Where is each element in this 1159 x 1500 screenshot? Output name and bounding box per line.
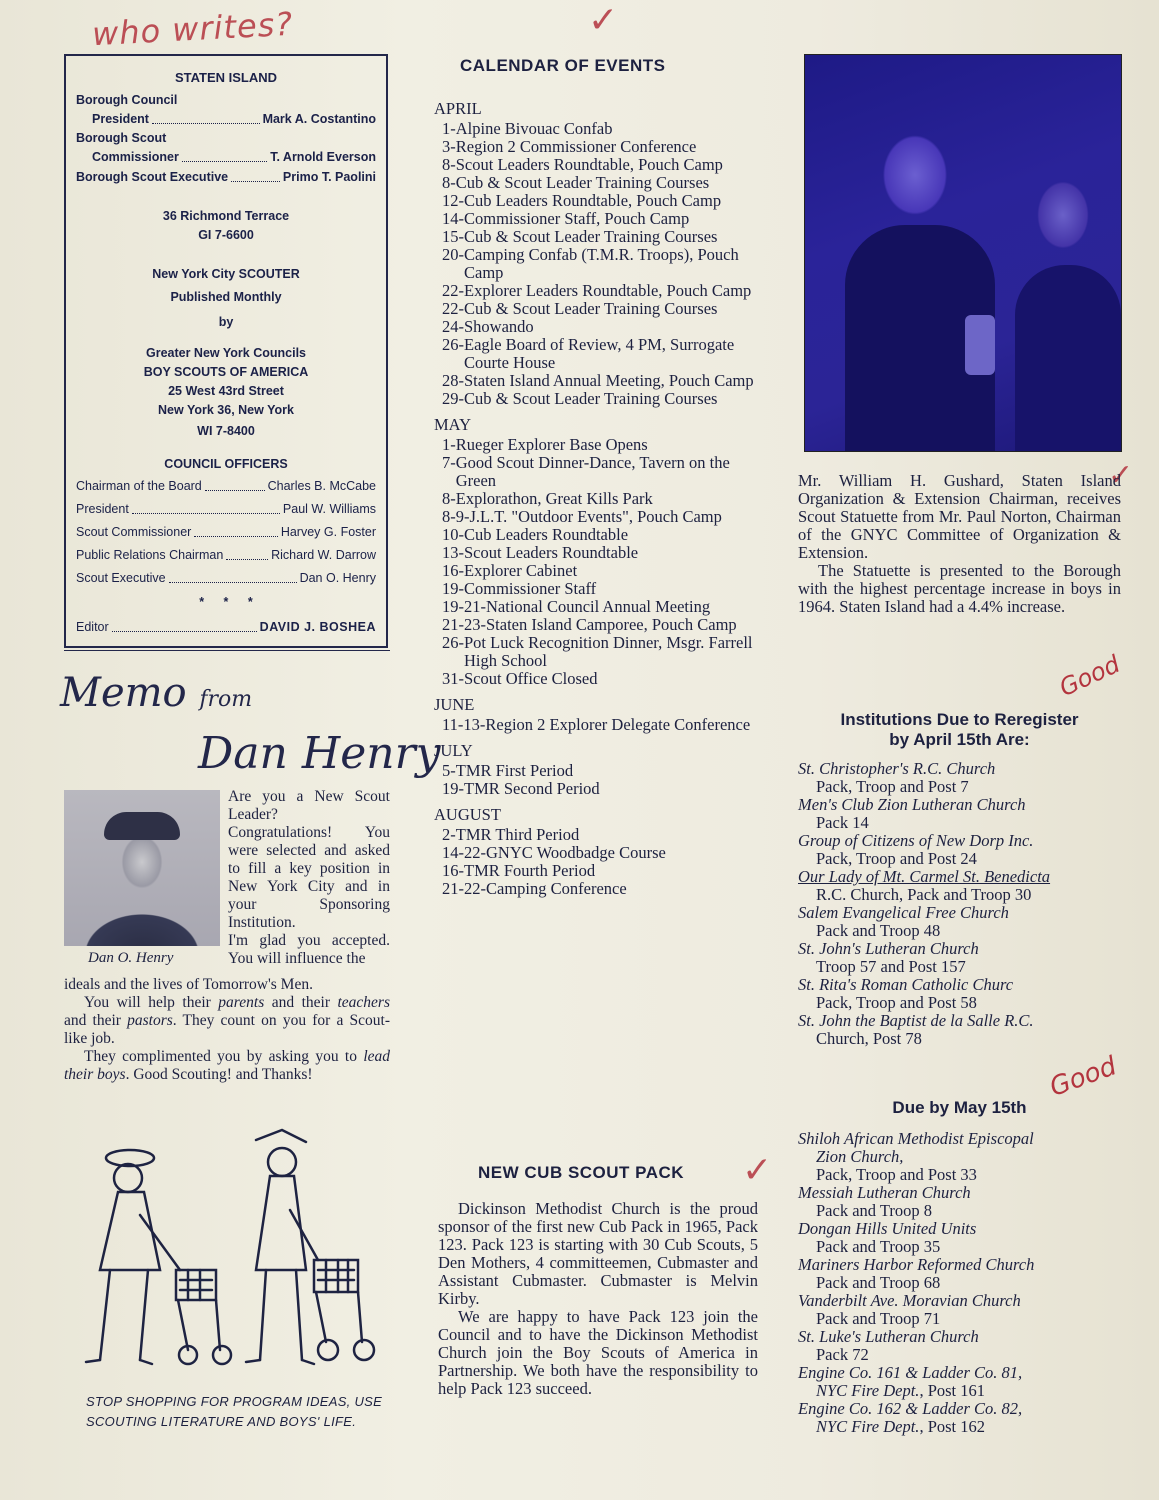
event-text: Region 2 Commissioner Conference: [455, 137, 697, 156]
due-institution-name: Vanderbilt Ave. Moravian Church: [798, 1291, 1021, 1310]
institution-units: Troop 57 and Post 157: [816, 957, 966, 976]
event-text: Alpine Bivouac Confab: [455, 119, 613, 138]
award-photo-caption: [798, 472, 1121, 616]
publication-name: New York City SCOUTER: [152, 267, 300, 281]
event-text: Commissioner Staff, Pouch Camp: [464, 209, 690, 228]
event-date: 8-: [442, 173, 456, 192]
calendar-event: [434, 246, 774, 282]
cub-pack-title: NEW CUB SCOUT PACK: [478, 1163, 685, 1182]
publisher-line: WI 7-8400: [197, 424, 255, 438]
officer-label: Chairman of the Board: [76, 478, 202, 493]
caption-paragraph: Mr. William H. Gushard, Staten Island Organization & Extension Chairman, receives Scout Statuette from Mr. Paul Norton, Chairman of the GNYC Committee of Organization & Extension.: [798, 471, 1121, 562]
publisher-line: BOY SCOUTS OF AMERICA: [143, 365, 309, 379]
from-word: from: [199, 687, 253, 712]
masthead-row: [66, 129, 386, 147]
event-text: Showando: [464, 317, 534, 336]
calendar-event: [434, 192, 774, 210]
event-date: 5-: [442, 761, 456, 780]
event-date: 12-: [442, 191, 464, 210]
due-post: , Post 161: [919, 1381, 985, 1400]
event-date: 21-23-: [442, 615, 486, 634]
memo-paragraph: Congratulations! You were selected and asked to fill a key position in New York City and in your Sponsoring Institution.: [228, 824, 390, 931]
event-date: 22-: [442, 281, 464, 300]
due-post: , Post 162: [919, 1417, 985, 1436]
memo-word: Memo: [60, 670, 187, 716]
event-text: GNYC Woodbadge Course: [486, 843, 666, 862]
event-text: Eagle Board of Review, 4 PM, Surrogate Courte House: [464, 335, 735, 372]
calendar-event: [434, 844, 774, 862]
event-date: 15-: [442, 227, 464, 246]
institution-name: St. John's Lutheran Church: [798, 939, 979, 958]
calendar-event: [434, 562, 774, 580]
event-date: 1-: [442, 435, 456, 454]
event-date: 28-: [442, 371, 464, 390]
editor-value: DAVID J. BOSHEA: [259, 619, 376, 634]
masthead-label: President: [92, 112, 149, 126]
institutions-title-line: by April 15th Are:: [889, 730, 1030, 749]
calendar-event: [434, 174, 774, 192]
event-text: Explorathon, Great Kills Park: [455, 489, 653, 508]
officer-row: [66, 543, 386, 566]
phone-line: GI 7-6600: [198, 228, 254, 242]
due-dept-name: NYC Fire Dept.: [816, 1381, 920, 1400]
event-text: TMR Fourth Period: [464, 861, 596, 880]
masthead-value: Primo T. Paolini: [282, 170, 376, 184]
due-institution-units: Pack, Troop and Post 33: [816, 1165, 977, 1184]
event-date: 1-: [442, 119, 456, 138]
calendar-event: [434, 544, 774, 562]
calendar-event: [434, 880, 774, 898]
caption-paragraph: The Statuette is presented to the Borough with the highest percentage increase in boys in 1964. Staten Island had a 4.4% increase.: [798, 561, 1121, 616]
memo-side-text: [228, 788, 390, 968]
event-text: TMR First Period: [455, 761, 574, 780]
due-institution-units: Pack and Troop 35: [816, 1237, 941, 1256]
event-date: 3-: [442, 137, 456, 156]
memo-paragraph: You will help their parents and their teachers and their pastors. They count on you for a Scout-like job.: [64, 994, 390, 1047]
calendar-event: [434, 436, 774, 454]
due-institution-units: Pack and Troop 8: [816, 1201, 932, 1220]
institution-units: Church, Post 78: [816, 1029, 922, 1048]
masthead-value: Mark A. Costantino: [262, 112, 376, 126]
event-text: Cub & Scout Leader Training Courses: [464, 299, 718, 318]
memo-author-heading: Dan Henry: [198, 728, 441, 779]
due-institution-units: [798, 1418, 1128, 1436]
calendar-event: [434, 716, 774, 734]
event-date: 20-: [442, 245, 464, 264]
due-may-list: [798, 1130, 1128, 1436]
event-text: Cub & Scout Leader Training Courses: [464, 227, 718, 246]
institutions-title-line: Institutions Due to Reregister: [840, 710, 1079, 729]
officer-row: [66, 497, 386, 520]
calendar-event: [434, 156, 774, 174]
calendar-event: [434, 634, 774, 670]
institution-units: Pack 14: [816, 813, 869, 832]
publisher-line: 25 West 43rd Street: [168, 384, 284, 398]
masthead-row: [66, 147, 386, 167]
due-institution-name: Dongan Hills United Units: [798, 1219, 977, 1238]
event-text: Scout Office Closed: [464, 669, 598, 688]
calendar-event: [434, 228, 774, 246]
event-date: 10-: [442, 525, 464, 544]
institution-name: St. Christopher's R.C. Church: [798, 759, 996, 778]
event-date: 22-: [442, 299, 464, 318]
event-date: 26-: [442, 335, 464, 354]
event-text: J.L.T. "Outdoor Events", Pouch Camp: [469, 507, 722, 526]
calendar-event: [434, 490, 774, 508]
cub-pack-article: [438, 1200, 758, 1398]
event-text: Camping Conference: [486, 879, 627, 898]
calendar-event: [434, 120, 774, 138]
masthead-row: [66, 109, 386, 129]
event-date: 31-: [442, 669, 464, 688]
event-date: 2-: [442, 825, 456, 844]
cartoon-caption: STOP SHOPPING FOR PROGRAM IDEAS, USE SCOUTING LITERATURE AND BOYS' LIFE.: [86, 1394, 383, 1429]
calendar-event: [434, 762, 774, 780]
calendar-event: [434, 670, 774, 688]
event-date: 26-: [442, 633, 464, 652]
institutions-title: [798, 710, 1121, 750]
calendar-event: [434, 598, 774, 616]
article-paragraph: Dickinson Methodist Church is the proud sponsor of the first new Cub Pack in 1965, Pack 123. Pack 123 is starting with 30 Cub Scouts, 5 Den Mothers, 4 committeemen, Cubmaster and Assistant Cubmaster. Cubmaster is Melvin Kirby.: [438, 1199, 758, 1308]
officer-value: Richard W. Darrow: [271, 547, 376, 562]
calendar-event: [434, 508, 774, 526]
event-text: Cub & Scout Leader Training Courses: [455, 173, 710, 192]
calendar-event: [434, 580, 774, 598]
event-date: 13-: [442, 543, 464, 562]
check-mark-icon: ✓: [1108, 458, 1134, 493]
event-date: 8-: [442, 155, 456, 174]
event-text: Region 2 Explorer Delegate Conference: [485, 715, 751, 734]
event-date: 19-: [442, 579, 464, 598]
calendar-month: MAY: [434, 415, 471, 434]
event-date: 14-: [442, 209, 464, 228]
due-institution-name-cont: Zion Church,: [816, 1147, 904, 1166]
institution-name: St. Rita's Roman Catholic Churc: [798, 975, 1014, 994]
due-institution-units: Pack and Troop 71: [816, 1309, 941, 1328]
calendar-event: [434, 318, 774, 336]
officer-row: [66, 474, 386, 497]
calendar-event: [434, 282, 774, 300]
institution-units: Pack, Troop and Post 58: [816, 993, 977, 1012]
event-date: 16-: [442, 561, 464, 580]
due-may-title: Due by May 15th: [892, 1098, 1027, 1117]
calendar-month: JULY: [434, 741, 473, 760]
event-text: Good Scout Dinner-Dance, Tavern on the Green: [455, 453, 730, 490]
due-institution-name: St. Luke's Lutheran Church: [798, 1327, 979, 1346]
officer-value: Harvey G. Foster: [280, 524, 376, 539]
event-text: Cub Leaders Roundtable: [464, 525, 629, 544]
officer-value: Dan O. Henry: [299, 570, 376, 585]
officer-label: Public Relations Chairman: [76, 547, 224, 562]
officer-row: [66, 566, 386, 589]
masthead-label: Borough Scout Executive: [76, 170, 229, 184]
calendar-title: CALENDAR OF EVENTS: [460, 56, 666, 75]
separator: * * *: [199, 595, 261, 609]
award-photo: [804, 54, 1122, 452]
institutions-list: [798, 760, 1128, 1048]
dan-henry-photo: [64, 790, 220, 946]
due-institution-name: Mariners Harbor Reformed Church: [798, 1255, 1035, 1274]
calendar-list: [434, 96, 774, 898]
divider: [64, 650, 390, 651]
institution-name: Men's Club Zion Lutheran Church: [798, 795, 1026, 814]
publisher-line: New York 36, New York: [158, 403, 294, 417]
calendar-event: [434, 336, 774, 372]
calendar-event: [434, 862, 774, 880]
masthead-row: [66, 91, 386, 109]
calendar-event: [434, 526, 774, 544]
calendar-event: [434, 210, 774, 228]
event-text: Camping Confab (T.M.R. Troops), Pouch Camp: [464, 245, 739, 282]
masthead-label: Borough Council: [76, 93, 178, 107]
calendar-month: APRIL: [434, 99, 482, 118]
officer-row: [66, 520, 386, 543]
officer-value: Paul W. Williams: [282, 501, 376, 516]
event-text: Rueger Explorer Base Opens: [455, 435, 648, 454]
event-text: Staten Island Camporee, Pouch Camp: [486, 615, 737, 634]
calendar-event: [434, 372, 774, 390]
event-text: Scout Leaders Roundtable, Pouch Camp: [455, 155, 723, 174]
event-date: 14-22-: [442, 843, 486, 862]
shopping-cartoon-illustration: [70, 1120, 380, 1390]
memo-bottom-text: [64, 976, 390, 1084]
event-date: 24-: [442, 317, 464, 336]
calendar-event: [434, 616, 774, 634]
masthead-row: [66, 167, 386, 187]
event-text: Explorer Leaders Roundtable, Pouch Camp: [464, 281, 752, 300]
address-line: 36 Richmond Terrace: [162, 209, 290, 223]
institution-name: Our Lady of Mt. Carmel St. Benedicta: [798, 867, 1051, 886]
event-date: 21-22-: [442, 879, 486, 898]
due-institution-units: [798, 1382, 1128, 1400]
institution-units: Pack, Troop and Post 7: [816, 777, 969, 796]
event-date: 19-21-: [442, 597, 486, 616]
event-text: Explorer Cabinet: [464, 561, 578, 580]
photo-caption: Dan O. Henry: [88, 950, 174, 966]
calendar-event: [434, 138, 774, 156]
memo-paragraph: I'm glad you accepted. You will influence the: [228, 932, 390, 967]
due-institution-name: Messiah Lutheran Church: [798, 1183, 971, 1202]
masthead-title: STATEN ISLAND: [174, 70, 278, 85]
handwritten-note-top: who writes?: [91, 4, 295, 54]
institution-name: St. John the Baptist de la Salle R.C.: [798, 1011, 1034, 1030]
event-date: 11-13-: [442, 715, 486, 734]
due-institution-name: Shiloh African Methodist Episcopal: [798, 1129, 1034, 1148]
event-text: TMR Second Period: [464, 779, 600, 798]
due-dept-name: NYC Fire Dept.: [816, 1417, 920, 1436]
handwritten-good-2: Good: [1045, 1051, 1121, 1103]
due-institution-units: Pack 72: [816, 1345, 869, 1364]
calendar-month: AUGUST: [434, 805, 501, 824]
memo-paragraph: They complimented you by asking you to lead their boys. Good Scouting! and Thanks!: [64, 1048, 390, 1083]
event-date: 16-: [442, 861, 464, 880]
event-date: 19-: [442, 779, 464, 798]
event-text: Cub & Scout Leader Training Courses: [464, 389, 718, 408]
calendar-event: [434, 300, 774, 318]
masthead-value: T. Arnold Everson: [270, 150, 376, 164]
memo-heading: [60, 670, 252, 716]
editor-row: [66, 615, 386, 638]
masthead-label: Commissioner: [92, 150, 179, 164]
event-date: 7-: [442, 453, 456, 472]
institution-name: Salem Evangelical Free Church: [798, 903, 1009, 922]
officer-label: Scout Commissioner: [76, 524, 192, 539]
due-institution-name: Engine Co. 162 & Ladder Co. 82,: [798, 1399, 1023, 1418]
check-mark-icon: ✓: [742, 1150, 773, 1191]
officer-value: Charles B. McCabe: [267, 478, 376, 493]
publisher-line: Greater New York Councils: [145, 346, 306, 360]
masthead-label: Borough Scout: [76, 131, 167, 145]
officer-label: President: [76, 501, 129, 516]
masthead-box: [64, 54, 388, 648]
officers-title: COUNCIL OFFICERS: [164, 457, 288, 471]
memo-paragraph: ideals and the lives of Tomorrow's Men.: [64, 976, 313, 993]
calendar-event: [434, 780, 774, 798]
event-text: Scout Leaders Roundtable: [464, 543, 639, 562]
institution-units: Pack, Troop and Post 24: [816, 849, 977, 868]
handwritten-good-1: Good: [1054, 649, 1124, 703]
institution-name: Group of Citizens of New Dorp Inc.: [798, 831, 1034, 850]
editor-label: Editor: [76, 619, 109, 634]
event-text: Staten Island Annual Meeting, Pouch Camp: [464, 371, 754, 390]
calendar-event: [434, 390, 774, 408]
article-paragraph: We are happy to have Pack 123 join the Council and to have the Dickinson Methodist Church join the Boy Scouts of America in Partnership. We both have the responsibility to help Pack 123 succeed.: [438, 1307, 758, 1398]
calendar-event: [434, 826, 774, 844]
officer-label: Scout Executive: [76, 570, 166, 585]
check-mark-icon: ✓: [588, 0, 619, 41]
event-text: Cub Leaders Roundtable, Pouch Camp: [464, 191, 722, 210]
due-institution-name: Engine Co. 161 & Ladder Co. 81,: [798, 1363, 1023, 1382]
due-institution-units: Pack and Troop 68: [816, 1273, 941, 1292]
officers-list: [66, 474, 386, 638]
memo-paragraph: Are you a New Scout Leader?: [228, 788, 390, 823]
event-text: Commissioner Staff: [464, 579, 597, 598]
institution-units: R.C. Church, Pack and Troop 30: [816, 885, 1032, 904]
event-date: 8-9-: [442, 507, 470, 526]
event-text: National Council Annual Meeting: [486, 597, 711, 616]
publication-frequency: Published Monthly: [170, 290, 282, 304]
event-text: TMR Third Period: [455, 825, 580, 844]
calendar-event: [434, 454, 774, 490]
event-date: 8-: [442, 489, 456, 508]
publication-by: by: [218, 315, 234, 329]
event-text: Pot Luck Recognition Dinner, Msgr. Farrell High School: [464, 633, 753, 670]
calendar-month: JUNE: [434, 695, 475, 714]
institution-units: Pack and Troop 48: [816, 921, 941, 940]
event-date: 29-: [442, 389, 464, 408]
